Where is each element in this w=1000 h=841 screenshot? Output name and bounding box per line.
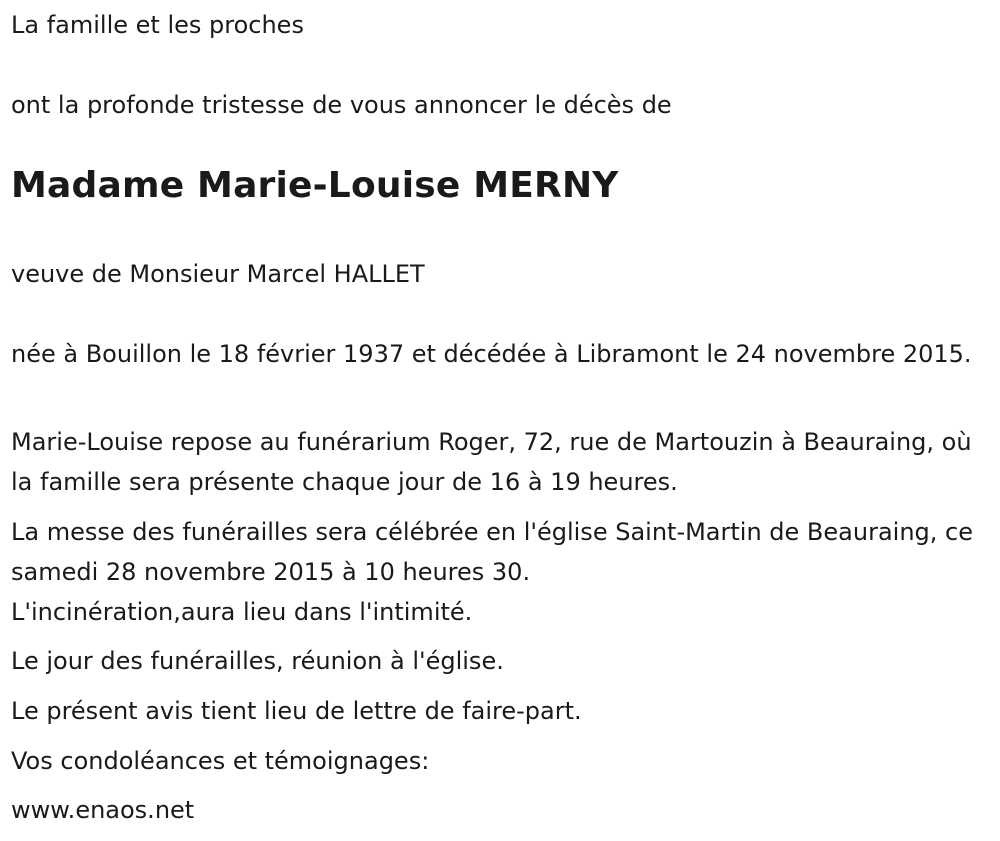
funeral-home-text: Marie-Louise repose au funérarium Roger, 72, rue de Martouzin à Beauraing, où la famille sera présente chaque jour de 16 à 19 heures.	[11, 428, 972, 496]
website-line	[11, 790, 986, 830]
notice-role-text: Le présent avis tient lieu de lettre de faire-part.	[11, 697, 582, 725]
intro-family-text: La famille et les proches	[11, 11, 304, 39]
spouse-text: veuve de Monsieur Marcel HALLET	[11, 260, 425, 288]
funeral-mass-text: La messe des funérailles sera célébrée en l'église Saint-Martin de Beauraing, ce samedi 28 novembre 2015 à 10 heures 30.	[11, 518, 973, 586]
incineration-text: L'incinération,aura lieu dans l'intimité.	[11, 598, 473, 626]
birth-death-text: née à Bouillon le 18 février 1937 et décédée à Libramont le 24 novembre 2015.	[11, 340, 972, 368]
condolences-label: Vos condoléances et témoignages:	[11, 747, 430, 775]
meeting-text: Le jour des funérailles, réunion à l'église.	[11, 647, 504, 675]
intro-announce-text: ont la profonde tristesse de vous annoncer le décès de	[11, 91, 672, 119]
deceased-name-heading: Madame Marie-Louise MERNY	[11, 165, 619, 206]
website-link[interactable]: www.enaos.net	[11, 796, 195, 824]
